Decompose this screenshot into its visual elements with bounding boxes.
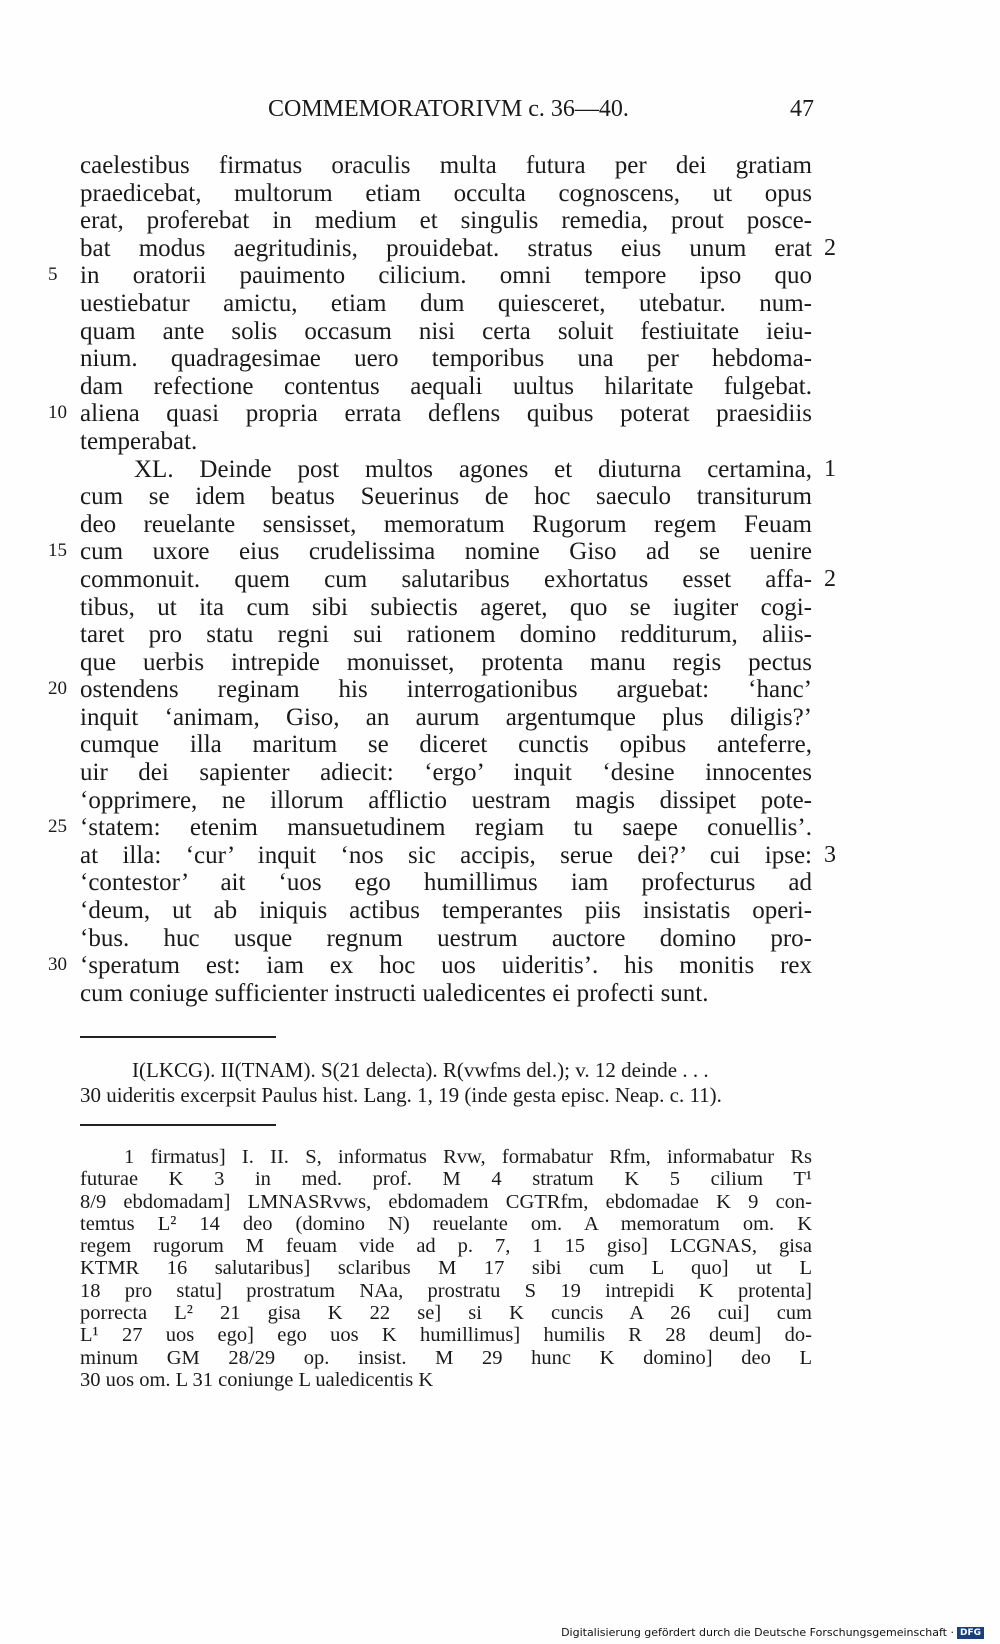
apparatus-line: L¹ 27 uos ego] ego uos K humillimus] humilis R 28 deum] do- [80,1324,812,1347]
page-header [0,96,1000,128]
text-line-content: uir dei sapienter adiecit: ‘ergo’ inquit ‘desine innocentes [80,759,812,787]
text-line-content: cumque illa maritum se diceret cunctis opibus anteferre, [80,731,812,759]
text-line-content: cum coniuge sufficienter instructi ualedicentes ei profecti sunt. [80,979,709,1007]
text-line-content: ‘bus. huc usque regnum uestrum auctore domino pro- [80,924,812,952]
section-number: 2 [824,234,836,261]
text-line-content: deo reuelante sensisset, memoratum Rugorum regem Feuam [80,510,812,538]
apparatus-line: minum GM 28/29 op. insist. M 29 hunc K domino] deo L [80,1346,812,1369]
text-line-content: uestiebatur amictu, etiam dum quiesceret, utebatur. num- [80,289,812,317]
text-line [0,787,1000,815]
text-line [0,704,1000,732]
text-line [0,649,1000,677]
apparatus-line: porrecta L² 21 gisa K 22 se] si K cuncis A 26 cui] cum [80,1302,812,1325]
text-line-content: ‘contestor’ ait ‘uos ego humillimus iam profecturus ad [80,869,812,897]
divider [80,1036,276,1038]
text-line-content: bat modus aegritudinis, prouidebat. stratus eius unum erat [80,234,812,262]
text-line [0,180,1000,208]
text-line-content: XL. Deinde post multos agones et diuturna certamina, [134,455,812,483]
section-number: 3 [824,841,836,868]
text-line-content: ‘opprimere, ne illorum afflictio uestram magis dissipet pote- [80,786,812,814]
text-line [0,483,1000,511]
source-line: I(LKCG). II(TNAM). S(21 delecta). R(vwfms del.); v. 12 deinde . . . [132,1058,709,1082]
text-line-content: taret pro statu regni sui rationem domino redditurum, aliis- [80,621,812,649]
text-line [0,511,1000,539]
text-line-content: erat, proferebat in medium et singulis remedia, prout posce- [80,207,812,235]
section-number: 2 [824,565,836,592]
text-line [0,814,1000,842]
text-line-content: nium. quadragesimae uero temporibus una per hebdoma- [80,345,812,373]
apparatus-line: temtus L² 14 deo (domino N) reuelante om. A memoratum om. K [80,1212,812,1235]
text-line-content: dam refectione contentus aequali uultus hilaritate fulgebat. [80,372,812,400]
source-line: 30 uideritis excerpsit Paulus hist. Lang. 1, 19 (inde gesta episc. Neap. c. 11). [80,1083,722,1107]
text-line-content: ‘deum, ut ab iniquis actibus temperantes piis insistatis operi- [80,897,812,925]
text-line [0,980,1000,1008]
line-number: 25 [48,816,67,838]
text-line-content: inquit ‘animam, Giso, an aurum argentumque plus diligis?’ [80,703,812,731]
line-number: 20 [48,678,67,700]
page-number: 47 [790,96,814,122]
apparatus-line: 30 uos om. L 31 coniunge L ualedicentis K [80,1368,434,1391]
text-line [0,290,1000,318]
text-line [0,207,1000,235]
text-line-content: ‘statem: etenim mansuetudinem regiam tu saepe conuellis’. [80,814,812,842]
text-line [0,400,1000,428]
text-line [0,731,1000,759]
text-line [0,594,1000,622]
text-line-content: ostendens reginam his interrogationibus arguebat: ‘hanc’ [80,676,812,704]
source-notes [80,1058,812,1108]
text-line-content: cum uxore eius crudelissima nomine Giso ad se uenire [80,538,812,566]
text-line-content: que uerbis intrepide monuisset, protenta manu regis pectus [80,648,812,676]
text-line [0,621,1000,649]
text-line [0,456,1000,484]
critical-apparatus [80,1146,812,1391]
footer-credit: Digitalisierung gefördert durch die Deutsche Forschungsgemeinschaft · [561,1626,954,1639]
apparatus-line: 8/9 ebdomadam] LMNASRvws, ebdomadem CGTRfm, ebdomadae K 9 con- [80,1190,812,1213]
main-text [0,152,1000,1007]
text-line [0,262,1000,290]
apparatus-line: futurae K 3 in med. prof. M 4 stratum K 5 cilium T¹ [80,1168,812,1191]
text-line [0,952,1000,980]
text-line [0,428,1000,456]
text-line-content: quam ante solis occasum nisi certa soluit festiuitate ieiu- [80,317,812,345]
apparatus-line: 1 firmatus] I. II. S, informatus Rvw, formabatur Rfm, informabatur Rs [124,1146,812,1168]
footer [561,1626,984,1639]
text-line-content: praedicebat, multorum etiam occulta cognoscens, ut opus [80,179,812,207]
text-line-content: commonuit. quem cum salutaribus exhortatus esset affa- [80,565,812,593]
line-number: 5 [48,264,58,286]
text-line [0,345,1000,373]
text-line-content: caelestibus firmatus oraculis multa futura per dei gratiam [80,152,812,179]
text-line [0,318,1000,346]
text-line [0,676,1000,704]
divider [80,1124,276,1126]
text-line [0,373,1000,401]
text-line-content: aliena quasi propria errata deflens quibus poterat praesidiis [80,400,812,428]
apparatus-line: 18 pro statu] prostratum NAa, prostratu S 19 intrepidi K protenta] [80,1279,812,1302]
running-title: COMMEMORATORIVM c. 36—40. [268,96,629,122]
section-number: 1 [824,455,836,482]
text-line-content: cum se idem beatus Seuerinus de hoc saeculo transiturum [80,483,812,511]
text-line [0,235,1000,263]
text-line [0,842,1000,870]
text-line [0,759,1000,787]
text-line-content: at illa: ‘cur’ inquit ‘nos sic accipis, serue dei?’ cui ipse: [80,841,812,869]
text-line [0,538,1000,566]
line-number: 10 [48,402,67,424]
text-line-content: ‘speratum est: iam ex hoc uos uideritis’. his monitis rex [80,952,812,980]
apparatus-line: KTMR 16 salutaribus] sclaribus M 17 sibi cum L quo] ut L [80,1257,812,1280]
text-line [0,566,1000,594]
text-line [0,152,1000,180]
dfg-logo: DFG [957,1627,984,1639]
text-line [0,925,1000,953]
text-line-content: in oratorii pauimento cilicium. omni tempore ipso quo [80,262,812,290]
text-line [0,897,1000,925]
apparatus-line: regem rugorum M feuam vide ad p. 7, 1 15 giso] LCGNAS, gisa [80,1235,812,1258]
line-number: 15 [48,540,67,562]
text-line-content: temperabat. [80,427,198,455]
text-line [0,869,1000,897]
text-line-content: tibus, ut ita cum sibi subiectis ageret, quo se iugiter cogi- [80,593,812,621]
line-number: 30 [48,954,67,976]
